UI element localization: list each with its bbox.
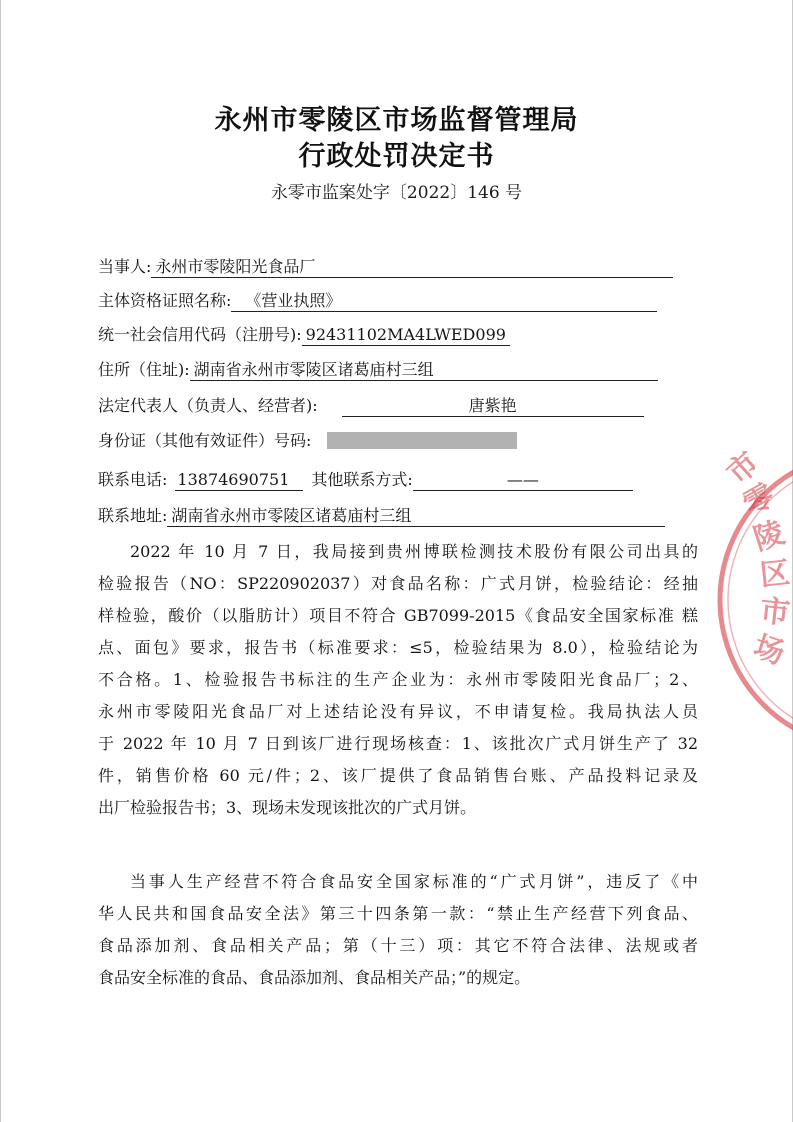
seal-inner-ring xyxy=(728,460,793,740)
field-phone-label: 联系电话: xyxy=(98,470,168,489)
field-credit-code-value: 92431102MA4LWED099 xyxy=(302,323,510,346)
svg-text:陵: 陵 xyxy=(749,515,789,558)
field-legal-rep-label: 法定代表人（负责人、经营者): xyxy=(98,396,318,415)
field-address-value: 湖南省永州市零陵区诸葛庙村三组 xyxy=(167,504,665,527)
facts-line-2: 检验报告（NO：SP220902037）对食品名称：广式月饼，检验结论：经抽 xyxy=(98,574,698,593)
field-other-contact-value: —— xyxy=(413,468,633,491)
field-other-contact-label: 其他联系方式: xyxy=(311,470,413,489)
facts-line-6: 永州市零陵阳光食品厂对上述结论没有异议，不申请复检。我局执法人员 xyxy=(98,702,698,721)
field-id-card-label: 身份证（其他有效证件）号码: xyxy=(98,431,312,450)
violation-line-1: 当事人生产经营不符合食品安全国家标准的“广式月饼”，违反了《中 xyxy=(130,872,698,891)
facts-line-8: 件，销售价格 60 元/件；2、该厂提供了食品销售台账、产品投料记录及 xyxy=(98,766,698,785)
facts-line-4: 点、面包》要求，报告书（标准要求：≤5，检验结果为 8.0），检验结论为 xyxy=(98,638,698,657)
field-license xyxy=(98,289,657,313)
facts-line-3: 样检验，酸价（以脂肪计）项目不符合 GB7099-2015《食品安全国家标准 糕 xyxy=(98,606,698,625)
field-residence-value: 湖南省永州市零陵区诸葛庙村三组 xyxy=(190,358,658,381)
facts-line-5: 不合格。1、检验报告书标注的生产企业为：永州市零陵阳光食品厂；2、 xyxy=(98,670,698,689)
field-license-label: 主体资格证照名称: xyxy=(98,291,232,310)
violation-line-2: 华人民共和国食品安全法》第三十四条第一款：“禁止生产经营下列食品、 xyxy=(98,904,698,923)
field-party-value: 永州市零陵阳光食品厂 xyxy=(151,255,673,278)
svg-text:零: 零 xyxy=(737,477,781,524)
violation-paragraph xyxy=(98,866,698,994)
seal-lettering xyxy=(720,445,791,671)
svg-text:区: 区 xyxy=(758,555,792,594)
field-license-value: 《营业执照》 xyxy=(231,289,657,312)
field-legal-rep-value: 唐紫艳 xyxy=(342,394,644,417)
facts-paragraph xyxy=(98,536,698,824)
agency-title: 永州市零陵区市场监督管理局 xyxy=(214,105,579,136)
violation-line-4: 食品安全标准的食品、食品添加剂、食品相关产品；”的规定。 xyxy=(98,968,531,987)
svg-text:市: 市 xyxy=(720,445,767,492)
field-party xyxy=(98,255,673,279)
svg-text:场: 场 xyxy=(749,629,789,672)
field-credit-code-label: 统一社会信用代码（注册号): xyxy=(98,325,302,344)
field-address xyxy=(98,504,665,528)
field-legal-rep xyxy=(98,394,644,418)
facts-line-7: 于 2022 年 10 月 7 日到该厂进行现场核查：1、该批次广式月饼生产了 32 xyxy=(98,734,698,753)
redacted-id-number xyxy=(327,432,517,449)
document-title: 行政处罚决定书 xyxy=(298,141,495,172)
field-phone xyxy=(98,468,633,492)
seal-ring xyxy=(720,452,793,748)
field-phone-value: 13874690751 xyxy=(175,468,303,491)
field-residence-label: 住所（住址): xyxy=(98,360,190,379)
field-address-label: 联系地址: xyxy=(98,506,168,525)
svg-text:市: 市 xyxy=(758,593,792,632)
field-party-label: 当事人: xyxy=(98,257,152,276)
violation-line-3: 食品添加剂、食品相关产品；第（十三）项：其它不符合法律、法规或者 xyxy=(98,936,698,955)
facts-line-1: 2022 年 10 月 7 日，我局接到贵州博联检测技术股份有限公司出具的 xyxy=(130,542,698,561)
field-credit-code xyxy=(98,323,510,347)
field-residence xyxy=(98,358,658,382)
field-id-card xyxy=(98,429,517,453)
document-number: 永零市监案处字〔2022〕146 号 xyxy=(270,183,523,203)
facts-line-9: 出厂检验报告书；3、现场未发现该批次的广式月饼。 xyxy=(98,798,477,817)
